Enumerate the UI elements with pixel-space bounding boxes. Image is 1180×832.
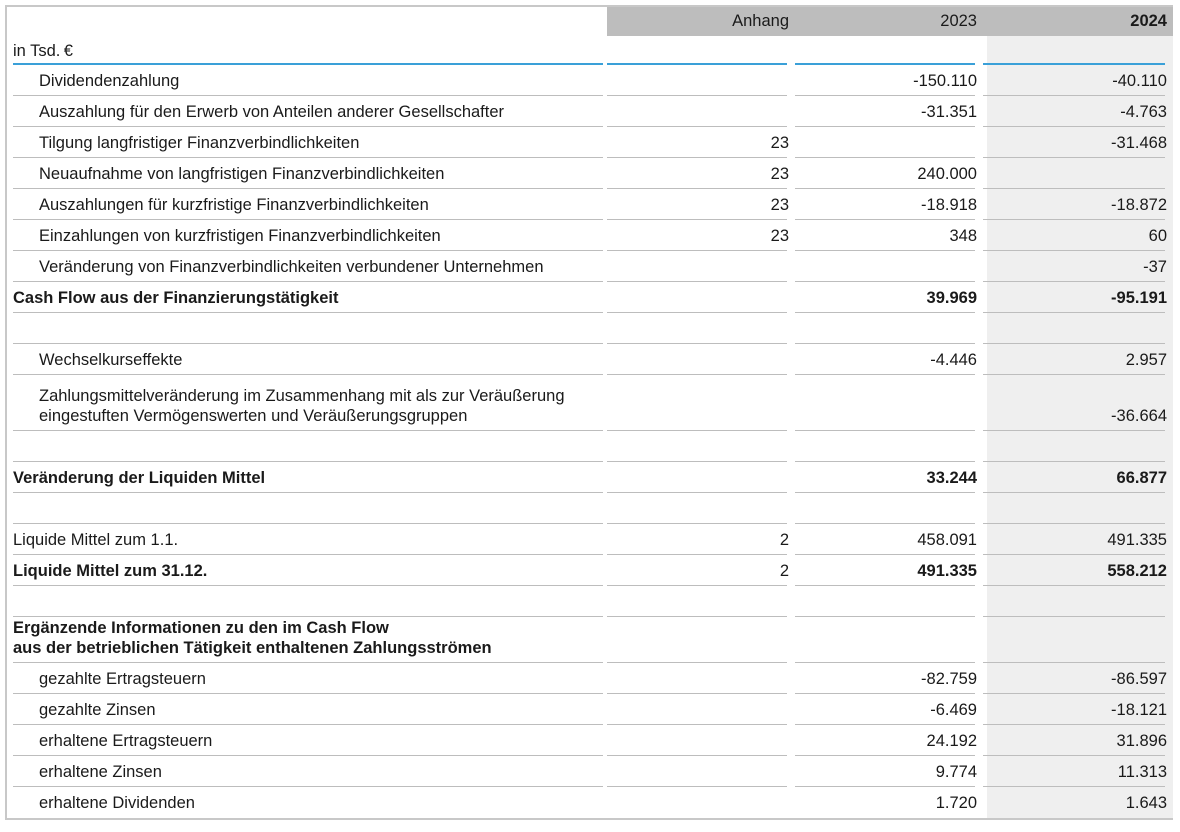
spacer-row [7,586,1173,617]
table-row: gezahlte Ertragsteuern -82.759 -86.597 [7,663,1173,694]
table-row: erhaltene Zinsen 9.774 11.313 [7,756,1173,787]
table-row: Auszahlungen für kurzfristige Finanzverbindlichkeiten 23 -18.918 -18.872 [7,189,1173,220]
supplementary-heading: Ergänzende Informationen zu den im Cash Flow aus der betrieblichen Tätigkeit enthaltenen Zahlungsströmen [7,617,607,663]
held-for-sale-row: Zahlungsmittelveränderung im Zusammenhang mit als zur Veräußerung eingestuften Vermögenswerten und Veräußerungsgruppen -36.664 [7,375,1173,431]
table-row: erhaltene Ertragsteuern 24.192 31.896 [7,725,1173,756]
cash-end-row: Liquide Mittel zum 31.12. 2 491.335 558.212 [7,555,1173,586]
header-label [7,7,607,36]
table-row: Veränderung von Finanzverbindlichkeiten verbundener Unternehmen -37 [7,251,1173,282]
spacer-row [7,493,1173,524]
table-row: erhaltene Dividenden 1.720 1.643 [39,794,1167,812]
table-row: Dividendenzahlung -150.110 -40.110 [7,65,1173,96]
table-row: gezahlte Zinsen -6.469 -18.121 [7,694,1173,725]
header-note: Anhang [607,7,795,36]
table-row: Einzahlungen von kurzfristigen Finanzverbindlichkeiten 23 348 60 [7,220,1173,251]
fx-row: Wechselkurseffekte -4.446 2.957 [7,344,1173,375]
units-label: in Tsd. € [7,36,607,65]
header-year-2023: 2023 [795,7,983,36]
cash-flow-table [7,7,1173,818]
cf-financing-row: Cash Flow aus der Finanzierungstätigkeit 39.969 -95.191 [7,282,1173,313]
header-row [7,7,1173,36]
header-year-2024: 2024 [983,7,1173,36]
cash-start-row: Liquide Mittel zum 1.1. 2 458.091 491.335 [7,524,1173,555]
table-row: Auszahlung für den Erwerb von Anteilen anderer Gesellschafter -31.351 -4.763 [7,96,1173,127]
change-cash-row: Veränderung der Liquiden Mittel 33.244 66.877 [7,462,1173,493]
spacer-row [7,313,1173,344]
units-row [7,36,1173,65]
supplementary-heading-row [7,617,1173,663]
cash-flow-table-frame [5,5,1173,820]
spacer-row [7,431,1173,462]
table-row: Neuaufnahme von langfristigen Finanzverbindlichkeiten 23 240.000 [7,158,1173,189]
table-row: Tilgung langfristiger Finanzverbindlichkeiten 23 -31.468 [7,127,1173,158]
